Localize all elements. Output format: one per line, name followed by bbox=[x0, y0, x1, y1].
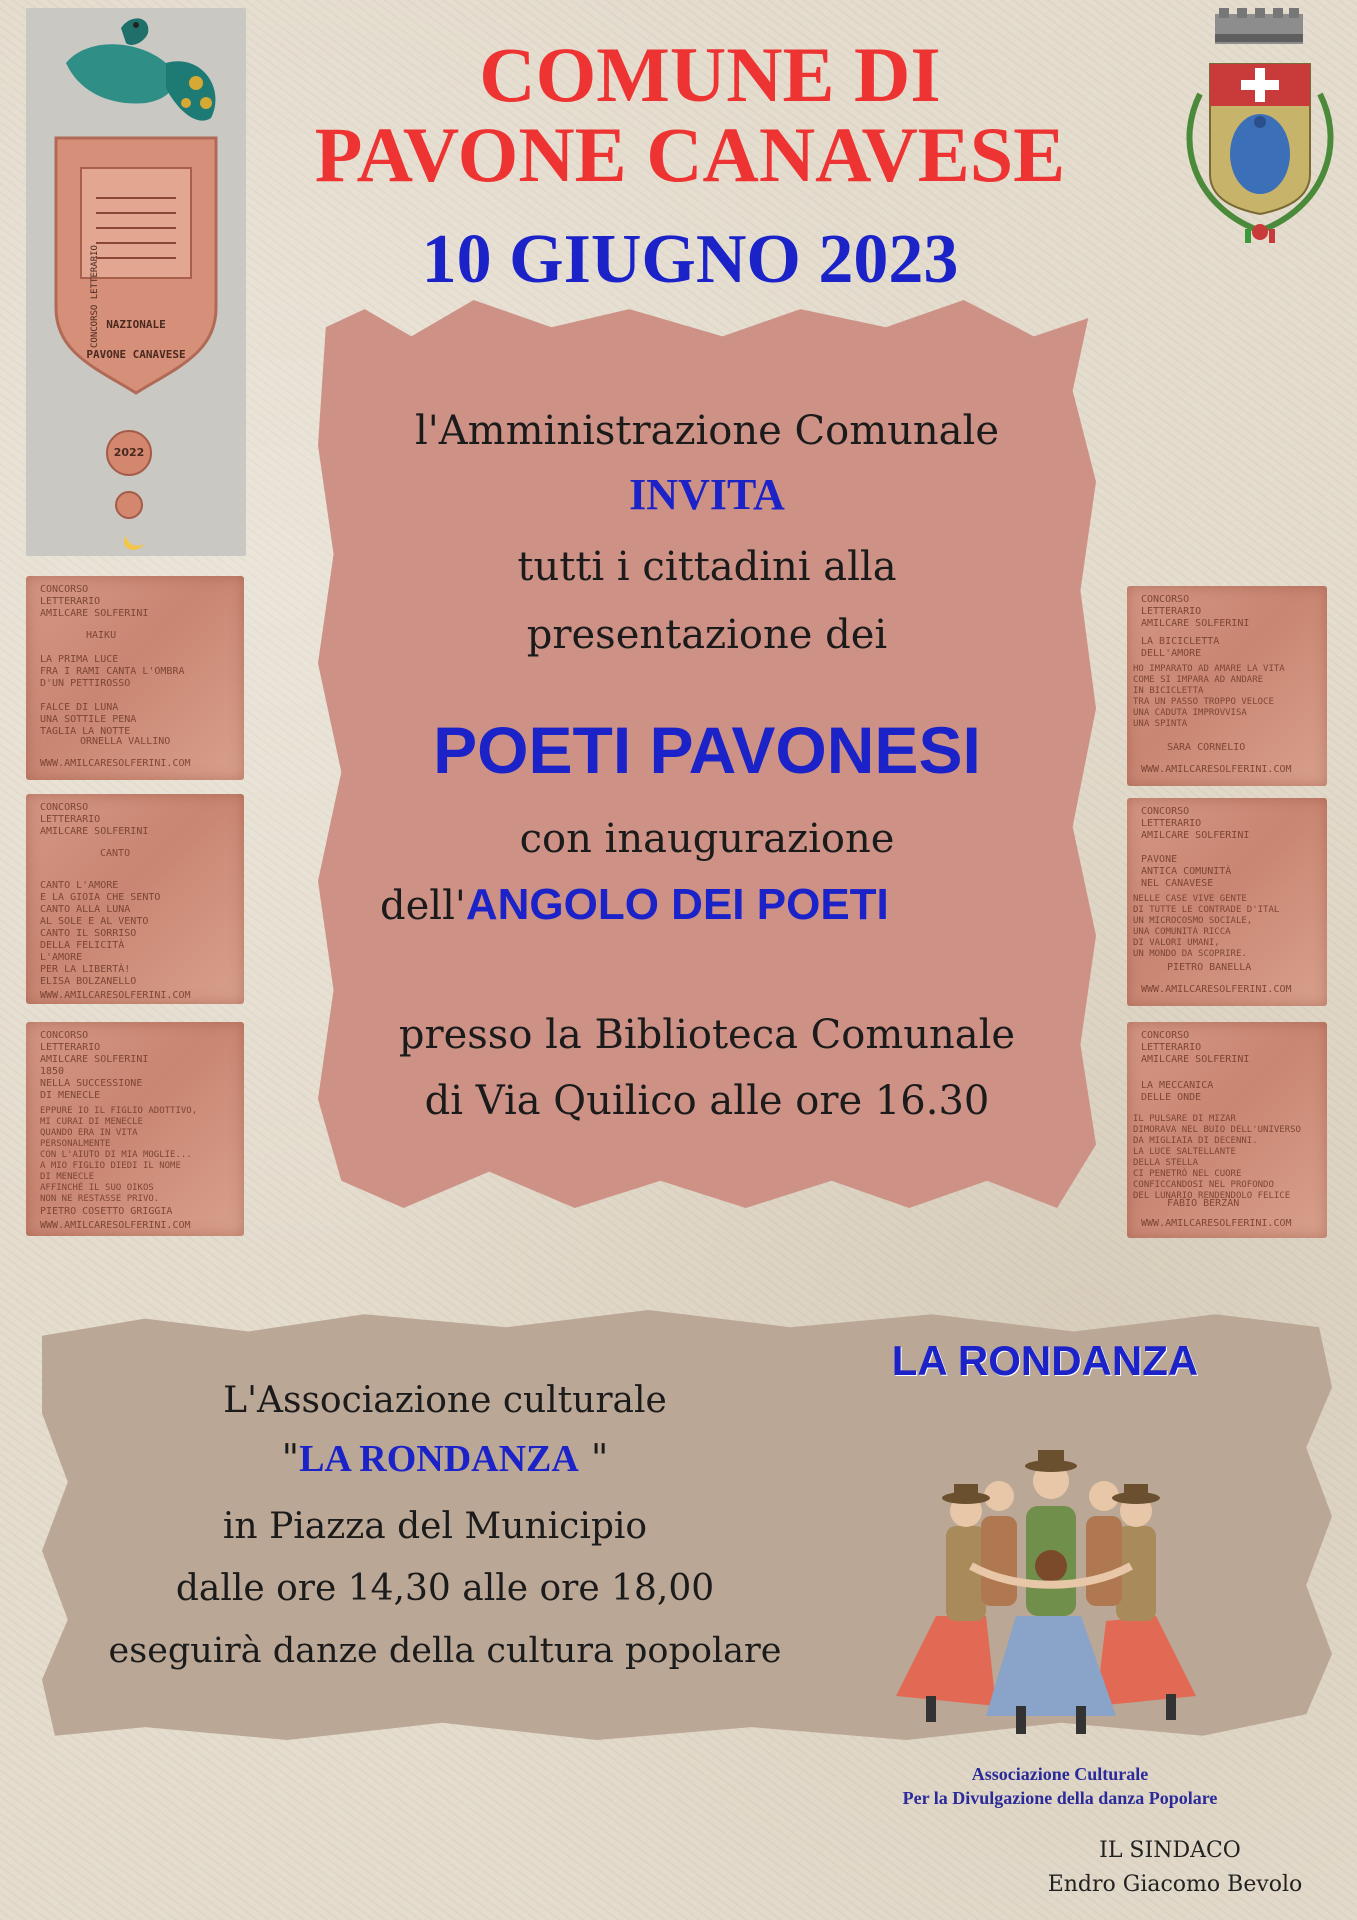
rondanza-logo-caption-2: Per la Divulgazione della danza Popolare bbox=[902, 1788, 1218, 1808]
plaque-body: CANTO L'AMORE E LA GIOIA CHE SENTO CANTO ALLA LUNA AL SOLE E AL VENTO CANTO IL SORRISO DELLA FELICITÀ L'AMORE PER LA LIBERTÀ! bbox=[40, 880, 161, 975]
page-title-line2: PAVONE CANAVESE bbox=[314, 111, 1066, 198]
plaque-label-year: 2022 bbox=[113, 446, 145, 459]
association-line-dances: eseguirà danze della cultura popolare bbox=[108, 1631, 782, 1671]
plaque-author: PIETRO COSETTO GRIGGIA bbox=[40, 1206, 173, 1217]
rondanza-logo-caption-1: Associazione Culturale bbox=[971, 1764, 1149, 1784]
plaque-body: IL PULSARE DI MIZAR DIMORAVA NEL BUIO DELL'UNIVERSO DA MIGLIAIA DI DECENNI. LA LUCE SALTELLANTE DELLA STELLA CI PENETRÒ NEL CUORE CONFICCANDOSI NEL PROFONDO DEL LUNARIO RENDENDOLO FELICE bbox=[1133, 1114, 1301, 1201]
plaque-author: ORNELLA VALLINO bbox=[80, 736, 171, 747]
plaque-header: CONCORSO LETTERARIO AMILCARE SOLFERINI bbox=[40, 1030, 149, 1065]
plaque-title: 1850 NELLA SUCCESSIONE DI MENECLE bbox=[40, 1066, 143, 1101]
plaque-author: SARA CORNELIO bbox=[1167, 742, 1246, 753]
invite-line-admin: l'Amministrazione Comunale bbox=[414, 408, 999, 454]
plaque-body: NELLE CASE VIVE GENTE DI TUTTE LE CONTRADE D'ITAL UN MICROCOSMO SOCIALE, UNA COMUNITÀ RICCA DI VALORI UMANI, UN MONDO DA SCOPRIRE. bbox=[1133, 894, 1280, 959]
coat-of-arms bbox=[1175, 4, 1345, 249]
rondanza-dancers-illustration bbox=[876, 1416, 1226, 1746]
plaque-body: EPPURE IO IL FIGLIO ADOTTIVO, MI CURAI DI MENECLE QUANDO ERA IN VITA PERSONALMENTE CON L'AIUTO DI MIA MOGLIE... A MIO FIGLIO DIEDI IL NOME DI MENECLE AFFINCHÉ IL SUO OIKOS NON NE RESTASSE PRIVO. bbox=[40, 1106, 198, 1204]
plaque-title: LA BICICLETTA DELL'AMORE bbox=[1141, 636, 1220, 659]
association-line-place: in Piazza del Municipio bbox=[222, 1506, 648, 1547]
poem-plaque-left-1 bbox=[26, 576, 244, 780]
plaque-author: PIETRO BANELLA bbox=[1167, 962, 1252, 973]
invite-line-angolo bbox=[380, 878, 1080, 933]
plaque-title: CANTO bbox=[100, 848, 131, 859]
headline-poeti-pavonesi: POETI PAVONESI bbox=[433, 713, 981, 787]
invite-line-presentation: presentazione dei bbox=[526, 612, 888, 658]
quote-open: " bbox=[281, 1436, 300, 1480]
invite-line-citizens: tutti i cittadini alla bbox=[517, 544, 897, 590]
plaque-header: CONCORSO LETTERARIO AMILCARE SOLFERINI bbox=[40, 802, 149, 837]
angolo-dei-poeti: ANGOLO DEI POETI bbox=[465, 880, 889, 929]
coat-of-arms-icon bbox=[1175, 4, 1345, 249]
plaque-site: WWW.AMILCARESOLFERINI.COM bbox=[40, 758, 191, 769]
plaque-site: WWW.AMILCARESOLFERINI.COM bbox=[1141, 764, 1292, 775]
page-title-line1: COMUNE DI bbox=[479, 31, 941, 118]
association-line-name bbox=[40, 1434, 850, 1483]
plaque-author: FABIO BERZAN bbox=[1167, 1198, 1240, 1209]
invite-line-address-time: di Via Quilico alle ore 16.30 bbox=[424, 1078, 990, 1124]
angolo-prefix: dell' bbox=[380, 883, 466, 929]
invite-line-library: presso la Biblioteca Comunale bbox=[398, 1012, 1016, 1058]
event-date: 10 GIUGNO 2023 bbox=[421, 221, 959, 298]
plaque-site: WWW.AMILCARESOLFERINI.COM bbox=[1141, 984, 1292, 995]
association-line-hours: dalle ore 14,30 alle ore 18,00 bbox=[175, 1568, 715, 1609]
plaque-title: PAVONE ANTICA COMUNITÀ NEL CANAVESE bbox=[1141, 854, 1232, 889]
poem-plaque-left-3 bbox=[26, 1022, 244, 1236]
invite-word-invita: INVITA bbox=[629, 470, 785, 519]
plaque-header: CONCORSO LETTERARIO AMILCARE SOLFERINI bbox=[1141, 1030, 1250, 1065]
poem-plaque-right-1 bbox=[1127, 586, 1327, 786]
poem-plaque-left-2 bbox=[26, 794, 244, 1004]
rondanza-logo-title: LA RONDANZA bbox=[891, 1337, 1199, 1384]
poem-plaque-right-2 bbox=[1127, 798, 1327, 1006]
plaque-title: LA MECCANICA DELLE ONDE bbox=[1141, 1080, 1214, 1103]
plaque-body: HO IMPARATO AD AMARE LA VITA COME SI IMPARA AD ANDARE IN BICICLETTA TRA UN PASSO TROPPO VELOCE UNA CADUTA IMPROVVISA UNA SPINTA bbox=[1133, 664, 1285, 729]
signature-name: Endro Giacomo Bevolo bbox=[1047, 1872, 1303, 1897]
plaque-label-town: PAVONE CANAVESE bbox=[86, 348, 186, 361]
peacock-plaque-illustration bbox=[26, 8, 246, 556]
plaque-title: HAIKU bbox=[86, 630, 117, 641]
signature-role: IL SINDACO bbox=[1099, 1838, 1241, 1863]
plaque-author: ELISA BOLZANELLO bbox=[40, 976, 137, 987]
plaque-site: WWW.AMILCARESOLFERINI.COM bbox=[40, 1220, 191, 1231]
plaque-header: CONCORSO LETTERARIO AMILCARE SOLFERINI bbox=[1141, 594, 1250, 629]
plaque-site: WWW.AMILCARESOLFERINI.COM bbox=[1141, 1218, 1292, 1229]
plaque-column-photo bbox=[26, 8, 246, 556]
plaque-label-nazionale: NAZIONALE bbox=[106, 318, 166, 331]
plaque-header: CONCORSO LETTERARIO AMILCARE SOLFERINI bbox=[1141, 806, 1250, 841]
plaque-body: LA PRIMA LUCE FRA I RAMI CANTA L'OMBRA D'UN PETTIROSSO FALCE DI LUNA UNA SOTTILE PENA TAGLIA LA NOTTE bbox=[40, 654, 185, 737]
plaque-label-concorso: CONCORSO LETTERARIO bbox=[90, 245, 100, 348]
invite-line-inauguration: con inaugurazione bbox=[519, 816, 895, 862]
association-name: LA RONDANZA bbox=[299, 1438, 579, 1480]
plaque-header: CONCORSO LETTERARIO AMILCARE SOLFERINI bbox=[40, 584, 149, 619]
quote-close: " bbox=[578, 1436, 609, 1480]
association-line-intro: L'Associazione culturale bbox=[223, 1380, 667, 1421]
poem-plaque-right-3 bbox=[1127, 1022, 1327, 1238]
plaque-site: WWW.AMILCARESOLFERINI.COM bbox=[40, 990, 191, 1001]
dancers-icon bbox=[876, 1416, 1226, 1746]
